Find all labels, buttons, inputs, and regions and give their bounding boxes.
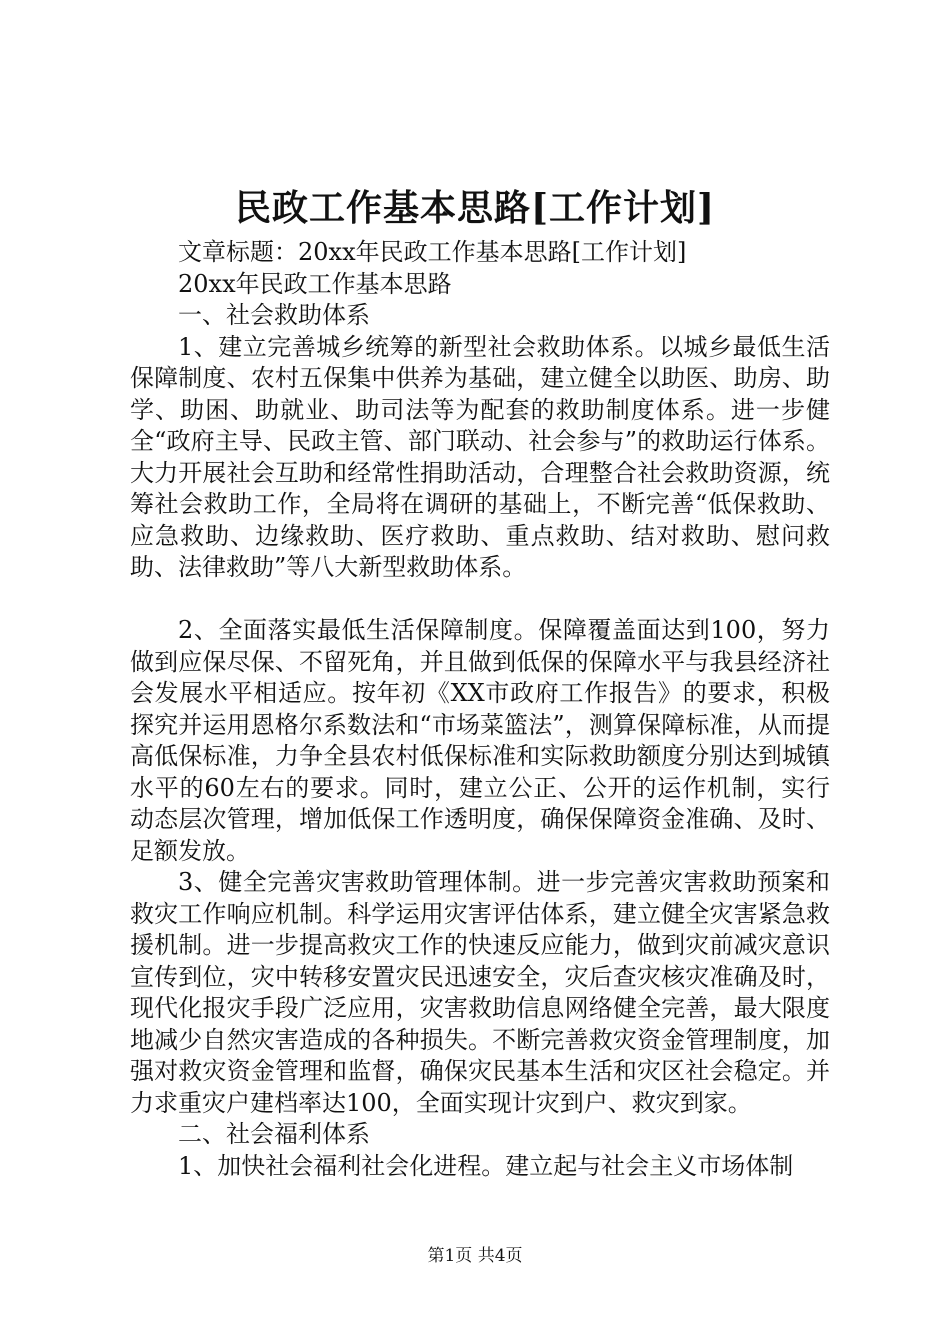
section-heading-2: 二、社会福利体系 [178, 1120, 370, 1148]
paragraph-2: 2、全面落实最低生活保障制度。保障覆盖面达到100，努力做到应保尽保、不留死角，并且做到低保的保障水平与我县经济社会发展水平相适应。按年初《XX市政府工作报告》的要求，积极探究并运用恩格尔系数法和“市场菜篮法”，测算保障标准，从而提高低保标准，力争全县农村低保标准和实际救助额度分别达到城镇水平的60左右的要求。同时，建立公正、公开的运作机制，实行动态层次管理，增加低保工作透明度，确保保障资金准确、及时、足额发放。 [130, 616, 830, 865]
document-body [130, 237, 830, 1182]
section-heading-1: 一、社会救助体系 [178, 301, 370, 329]
paragraph-4: 1、加快社会福利社会化进程。建立起与社会主义市场体制 [178, 1151, 794, 1180]
paragraph-3: 3、健全完善灾害救助管理体制。进一步完善灾害救助预案和救灾工作响应机制。科学运用灾害评估体系，建立健全灾害紧急救援机制。进一步提高救灾工作的快速反应能力，做到灾前减灾意识宣传到位，灾中转移安置灾民迅速安全，灾后查灾核灾准确及时，现代化报灾手段广泛应用，灾害救助信息网络健全完善，最大限度地减少自然灾害造成的各种损失。不断完善救灾资金管理制度，加强对救灾资金管理和监督，确保灾民基本生活和灾区社会稳定。并力求重灾户建档率达100，全面实现计灾到户、救灾到家。 [130, 868, 830, 1117]
paragraph-1: 1、建立完善城乡统筹的新型社会救助体系。以城乡最低生活保障制度、农村五保集中供养为基础，建立健全以助医、助房、助学、助困、助就业、助司法等为配套的救助制度体系。进一步健全“政府主导、民政主管、部门联动、社会参与”的救助运行体系。大力开展社会互助和经常性捐助活动，合理整合社会救助资源，统筹社会救助工作，全局将在调研的基础上，不断完善“低保救助、应急救助、边缘救助、医疗救助、重点救助、结对救助、慰问救助、法律救助”等八大新型救助体系。 [130, 332, 830, 581]
subtitle-line: 20xx年民政工作基本思路 [178, 269, 452, 298]
document-title: 民政工作基本思路[工作计划] [234, 187, 716, 229]
article-title-line: 文章标题：20xx年民政工作基本思路[工作计划] [178, 238, 687, 266]
page-footer: 第1页 共4页 [427, 1246, 523, 1266]
